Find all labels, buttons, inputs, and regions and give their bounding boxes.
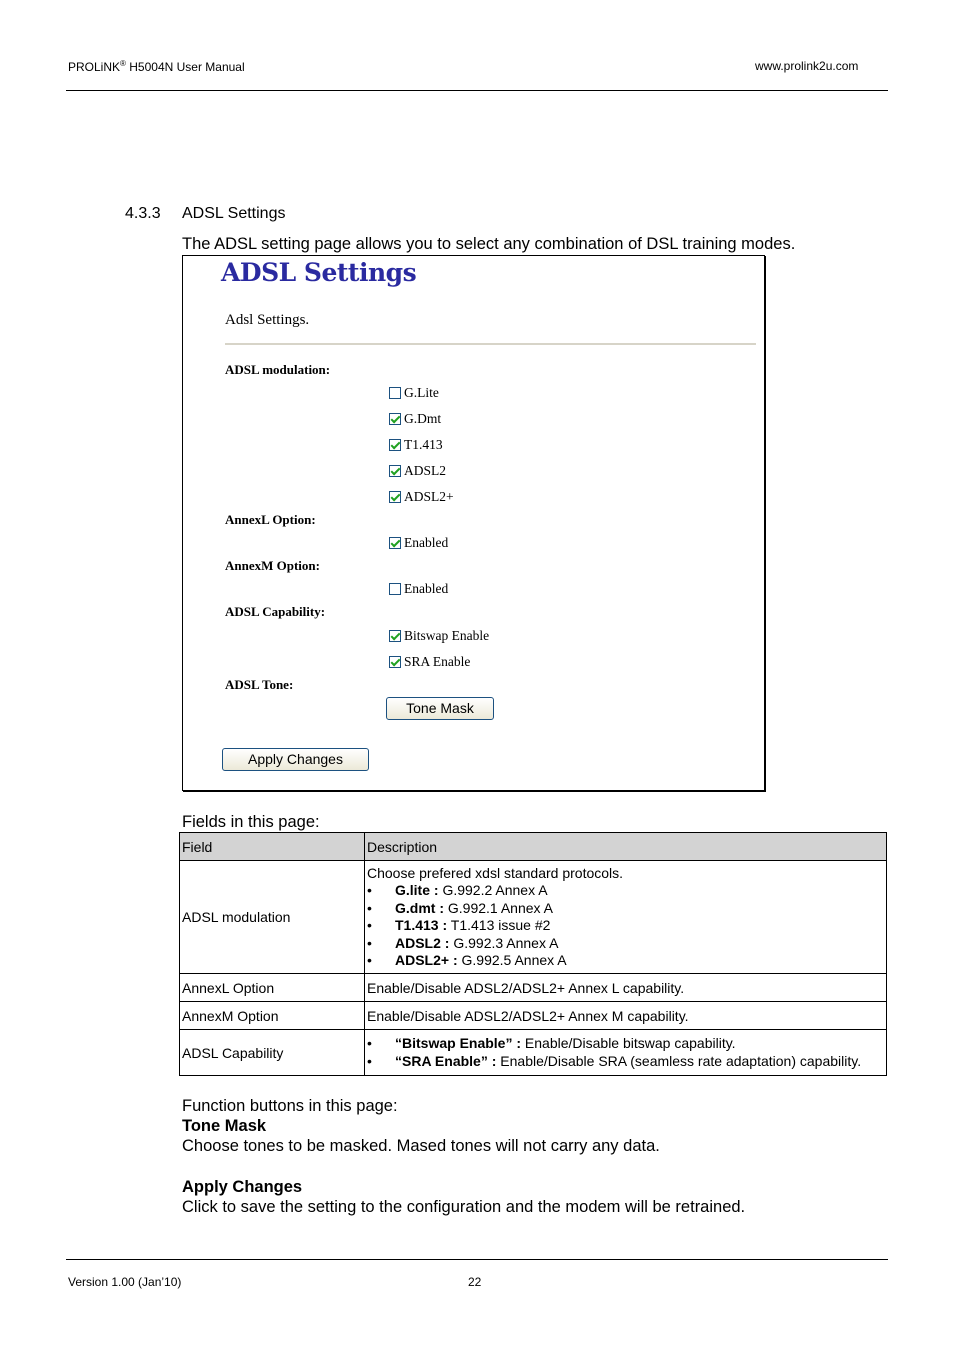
section-intro: The ADSL setting page allows you to select any combination of DSL training modes.	[182, 235, 796, 253]
adsl-tone-label: ADSL Tone:	[225, 677, 294, 692]
tone-mask-heading: Tone Mask	[182, 1117, 267, 1135]
t1413-option[interactable]	[389, 437, 443, 453]
annexm-enabled-checkbox[interactable]	[389, 583, 401, 595]
description-cell	[365, 1030, 887, 1076]
tone-mask-button[interactable]: Tone Mask	[386, 697, 494, 720]
field-cell: AnnexL Option	[180, 974, 365, 1002]
list-item: • G.dmt : G.992.1 Annex A	[367, 900, 884, 918]
glite-label: G.Lite	[404, 385, 439, 400]
adsl2plus-option[interactable]	[389, 489, 454, 505]
fields-intro: Fields in this page:	[182, 813, 320, 831]
page-number: 22	[468, 1275, 482, 1289]
description-cell: Enable/Disable ADSL2/ADSL2+ Annex M capability.	[365, 1002, 887, 1030]
adsl2-option[interactable]	[389, 463, 446, 479]
t1413-label: T1.413	[404, 437, 443, 452]
field-column-header: Field	[180, 833, 365, 861]
adsl-capability-label: ADSL Capability:	[225, 604, 326, 619]
description-cell	[365, 861, 887, 974]
capability-bullet-list	[367, 1035, 884, 1070]
table-header-row	[180, 833, 887, 861]
annexm-enabled-option[interactable]	[389, 581, 448, 597]
list-item: • “SRA Enable” : Enable/Disable SRA (seamless rate adaptation) capability.	[367, 1053, 884, 1071]
list-item: • G.lite : G.992.2 Annex A	[367, 882, 884, 900]
table-row	[180, 1030, 887, 1076]
screenshot-title: ADSL Settings	[221, 258, 417, 287]
list-item: • T1.413 : T1.413 issue #2	[367, 917, 884, 935]
manual-name: H5004N User Manual	[125, 60, 245, 74]
apply-changes-button[interactable]: Apply Changes	[222, 748, 369, 771]
footer-version: Version 1.00 (Jan’10)	[68, 1275, 182, 1289]
bitswap-label: Bitswap Enable	[404, 628, 490, 643]
sra-label: SRA Enable	[404, 654, 471, 669]
glite-option[interactable]	[389, 385, 439, 401]
adsl2-label: ADSL2	[404, 463, 447, 478]
brand-name: PROLiNK	[68, 60, 121, 74]
modulation-bullet-list	[367, 882, 884, 970]
apply-changes-description: Click to save the setting to the configuration and the modem will be retrained.	[182, 1198, 746, 1216]
modulation-description: Choose prefered xdsl standard protocols.	[367, 865, 624, 882]
table-row	[180, 1002, 887, 1030]
description-cell: Enable/Disable ADSL2/ADSL2+ Annex L capability.	[365, 974, 887, 1002]
header-website: www.prolink2u.com	[755, 59, 859, 73]
apply-changes-heading: Apply Changes	[182, 1178, 303, 1196]
adsl2plus-checkbox[interactable]	[389, 491, 401, 503]
table-row	[180, 861, 887, 974]
t1413-checkbox[interactable]	[389, 439, 401, 451]
field-cell: ADSL Capability	[180, 1030, 365, 1076]
header-title	[68, 59, 245, 74]
adsl2-checkbox[interactable]	[389, 465, 401, 477]
description-column-header: Description	[365, 833, 887, 861]
field-cell: AnnexM Option	[180, 1002, 365, 1030]
bitswap-option[interactable]	[389, 628, 489, 644]
section-number: 4.3.3	[125, 205, 161, 222]
list-item: • ADSL2 : G.992.3 Annex A	[367, 935, 884, 953]
list-item: • ADSL2+ : G.992.5 Annex A	[367, 952, 884, 970]
bitswap-checkbox[interactable]	[389, 630, 401, 642]
annexm-option-label: AnnexM Option:	[225, 558, 320, 573]
glite-checkbox[interactable]	[389, 387, 401, 399]
function-buttons-intro: Function buttons in this page:	[182, 1097, 398, 1115]
gdmt-label: G.Dmt	[404, 411, 442, 426]
table-row	[180, 974, 887, 1002]
sra-checkbox[interactable]	[389, 656, 401, 668]
adsl2plus-label: ADSL2+	[404, 489, 454, 504]
registered-mark: ®	[120, 59, 126, 68]
screenshot-divider	[225, 343, 756, 345]
sra-option[interactable]	[389, 654, 470, 670]
screenshot-subtitle: Adsl Settings.	[225, 312, 310, 328]
tone-mask-description: Choose tones to be masked. Mased tones will not carry any data.	[182, 1137, 660, 1155]
list-item: • “Bitswap Enable” : Enable/Disable bitswap capability.	[367, 1035, 884, 1053]
adsl-modulation-label: ADSL modulation:	[225, 362, 331, 377]
gdmt-option[interactable]	[389, 411, 441, 427]
annexl-enabled-checkbox[interactable]	[389, 537, 401, 549]
adsl-settings-screenshot	[182, 255, 765, 791]
annexl-option-label: AnnexL Option:	[225, 512, 316, 527]
annexm-enabled-label: Enabled	[404, 581, 449, 596]
footer-divider	[66, 1259, 888, 1260]
gdmt-checkbox[interactable]	[389, 413, 401, 425]
section-title: ADSL Settings	[182, 205, 286, 222]
annexl-enabled-option[interactable]	[389, 535, 448, 551]
annexl-enabled-label: Enabled	[404, 535, 449, 550]
header-divider	[66, 90, 888, 91]
fields-table	[179, 832, 887, 1076]
field-cell: ADSL modulation	[180, 861, 365, 974]
